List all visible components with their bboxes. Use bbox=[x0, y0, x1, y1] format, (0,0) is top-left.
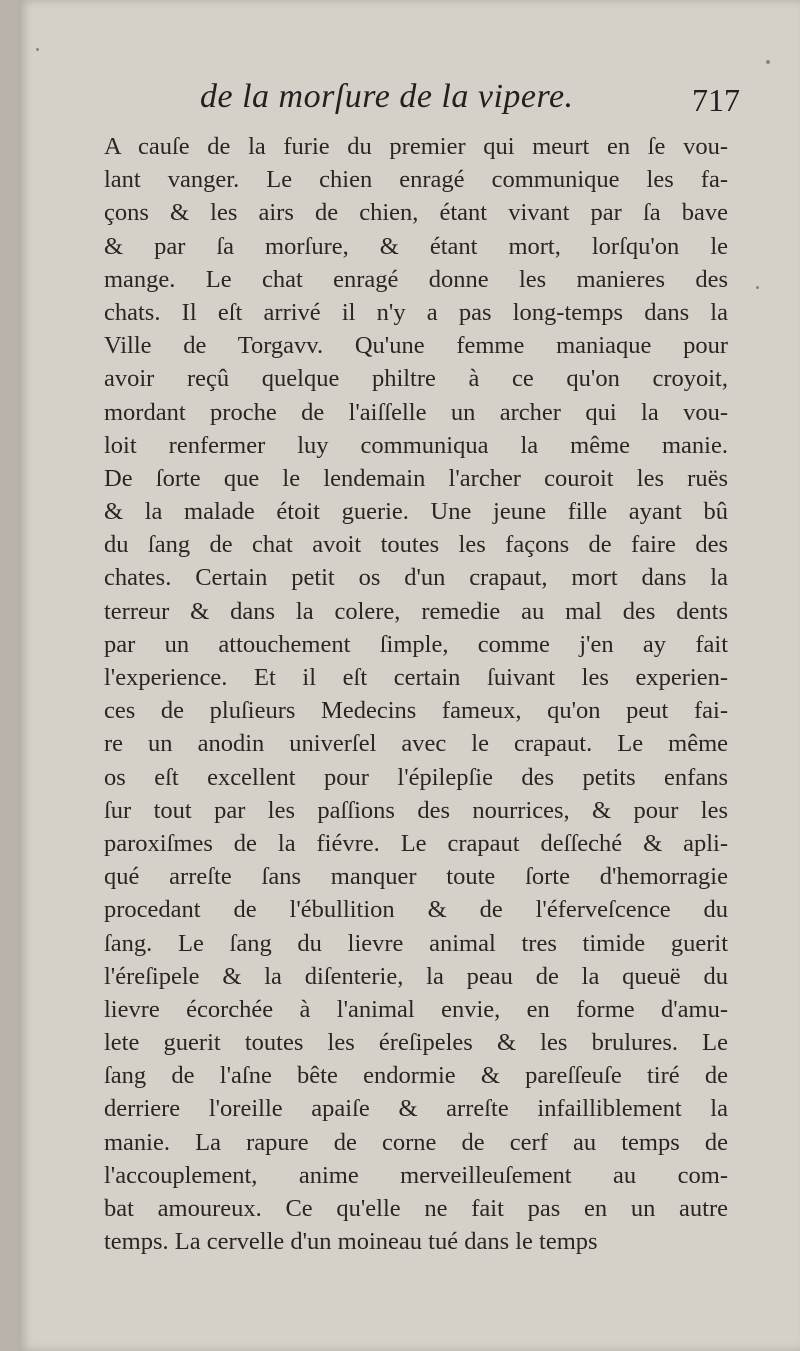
text-line: avoir reçû quelque philtre à ce qu'on croyoit, bbox=[104, 365, 728, 393]
text-line: lete guerit toutes les éreſipeles & les brulures. Le bbox=[104, 1029, 728, 1057]
body-text bbox=[104, 130, 728, 1258]
text-line: l'accouplement, anime merveilleuſement au com- bbox=[104, 1161, 728, 1189]
running-head: de la morſure de la vipere. bbox=[200, 78, 574, 115]
text-line: lievre écorchée à l'animal envie, en forme d'amu- bbox=[104, 995, 728, 1023]
text-line: mange. Le chat enragé donne les manieres des bbox=[104, 265, 728, 293]
text-line: Ville de Torgavv. Qu'une femme maniaque pour bbox=[104, 332, 728, 360]
text-line: bat amoureux. Ce qu'elle ne fait pas en un autre bbox=[104, 1195, 728, 1222]
text-line: lant vanger. Le chien enragé communique les fa- bbox=[104, 166, 728, 194]
text-line: chates. Certain petit os d'un crapaut, mort dans la bbox=[104, 564, 728, 592]
text-line: l'experience. Et il eſt certain ſuivant les experien- bbox=[104, 664, 728, 691]
text-line: ſur tout par les paſſions des nourrices, & pour les bbox=[104, 796, 728, 824]
text-line: du ſang de chat avoit toutes les façons de faire des bbox=[104, 531, 728, 559]
text-line: ſang. Le ſang du lievre animal tres timide guerit bbox=[104, 929, 728, 957]
text-line: De ſorte que le lendemain l'archer couroit les ruës bbox=[104, 464, 728, 492]
text-line: loit renfermer luy communiqua la même manie. bbox=[104, 431, 728, 459]
text-line: çons & les airs de chien, étant vivant par ſa bave bbox=[104, 199, 728, 227]
text-line: chats. Il eſt arrivé il n'y a pas long-temps dans la bbox=[104, 298, 728, 326]
page-binding-edge bbox=[0, 0, 18, 1351]
paper-speck bbox=[36, 48, 39, 51]
text-line: & par ſa morſure, & étant mort, lorſqu'on le bbox=[104, 232, 728, 260]
text-line: A cauſe de la furie du premier qui meurt en ſe vou- bbox=[104, 133, 728, 160]
text-line: os eſt excellent pour l'épilepſie des petits enfans bbox=[104, 763, 728, 791]
text-line: qué arreſte ſans manquer toute ſorte d'hemorragie bbox=[104, 863, 728, 891]
text-line: re un anodin univerſel avec le crapaut. Le même bbox=[104, 730, 728, 758]
text-line: ces de pluſieurs Medecins fameux, qu'on peut fai- bbox=[104, 697, 728, 725]
text-line: procedant de l'ébullition & de l'éferveſcence du bbox=[104, 896, 728, 924]
text-line: manie. La rapure de corne de cerf au temps de bbox=[104, 1128, 728, 1156]
text-line: terreur & dans la colere, remedie au mal des dents bbox=[104, 597, 728, 625]
text-line: & la malade étoit guerie. Une jeune fille ayant bû bbox=[104, 498, 728, 526]
page-header bbox=[200, 78, 740, 122]
text-line: l'éreſipele & la diſenterie, la peau de la queuë du bbox=[104, 962, 728, 990]
text-line: par un attouchement ſimple, comme j'en ay fait bbox=[104, 630, 728, 658]
text-line: paroxiſmes de la fiévre. Le crapaut deſſeché & apli- bbox=[104, 829, 728, 857]
paper-speck bbox=[766, 60, 770, 64]
paper-speck bbox=[756, 286, 759, 289]
page-number: 717 bbox=[692, 82, 740, 118]
text-line: derriere l'oreille apaiſe & arreſte infailliblement la bbox=[104, 1095, 728, 1123]
text-line: temps. La cervelle d'un moineau tué dans le temps bbox=[104, 1228, 598, 1256]
text-line: mordant proche de l'aiſſelle un archer qui la vou- bbox=[104, 398, 728, 426]
text-line: ſang de l'aſne bête endormie & pareſſeuſe tiré de bbox=[104, 1062, 728, 1090]
